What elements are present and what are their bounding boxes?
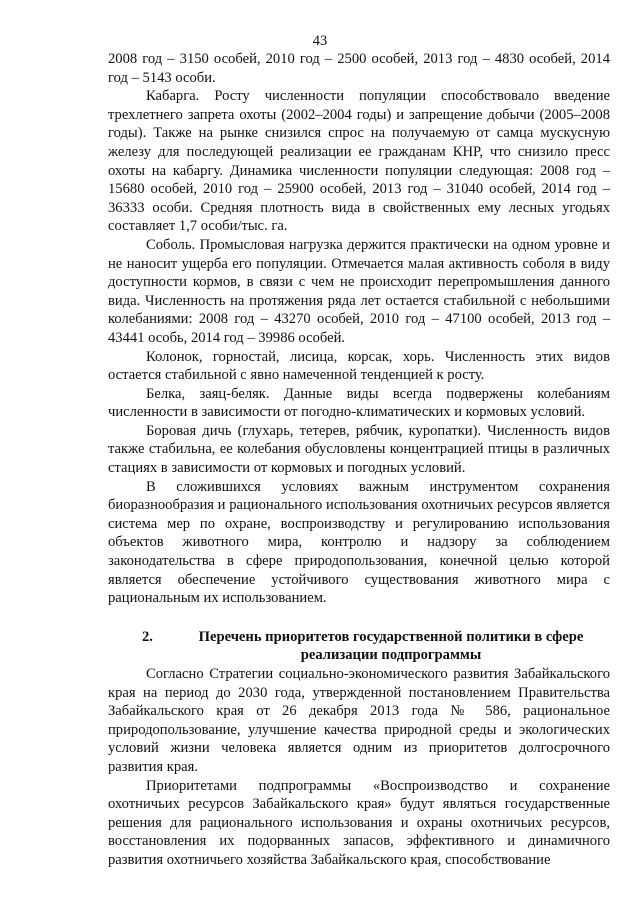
section-title: Перечень приоритетов государственной политики в сфере реализации подпрограммы <box>198 628 584 664</box>
paragraph-belka: Белка, заяц-беляк. Данные виды всегда подвержены колебаниям численности в зависимости от погодно-климатических и кормовых условий. <box>108 385 610 421</box>
paragraph-priorities: Приоритетами подпрограммы «Воспроизводство и сохранение охотничьих ресурсов Забайкальского края» будут являться государственные решения для рационального использования и охраны охотничьих ресурсов, восстановления их подорванных запасов, эффективного и динамичного развития охотничьего хозяйства Забайкальского края, способствование <box>108 777 610 868</box>
paragraph-continuation: 2008 год – 3150 особей, 2010 год – 2500 особей, 2013 год – 4830 особей, 2014 год – 5143 особи. <box>108 51 610 86</box>
section-heading <box>108 608 610 665</box>
section-number: 2. <box>142 628 153 645</box>
paragraph-strategy: Согласно Стратегии социально-экономического развития Забайкальского края на период до 2030 года, утвержденной постановлением Правительства Забайкальского края от 26 декабря 2013 года № 586, рациональное природопользование, улучшение качества природной среды и экологических условий жизни человека является одним из приоритетов долгосрочного развития края. <box>108 666 610 775</box>
paragraph-kabarga: Кабарга. Росту численности популяции способствовало введение трехлетнего запрета охоты (2002–2004 годы) и запрещение добычи (2005–2008 годы). Также на рынке снизился спрос на получаемую от самца мускусную железу для последующей реализации ее гражданам КНР, что снизило пресс охоты на кабаргу. Динамика численности популяции следующая: 2008 год – 15680 особей, 2010 год – 25900 особей, 2013 год – 31040 особей, 2014 год – 36333 особи. Средняя плотность вида в свойственных ему лесных угодьях составляет 1,7 особи/тыс. га. <box>108 88 610 235</box>
paragraph-kolonok: Колонок, горностай, лисица, корсак, хорь. Численность этих видов остается стабильной с явно намеченной тенденцией к росту. <box>108 348 610 384</box>
paragraph-sobol: Соболь. Промысловая нагрузка держится практически на одном уровне и не наносит ущерба его популяции. Отмечается малая активность соболя в виду доступности кормов, в связи с чем не происходит перепромышления данного вида. Численность на протяжения ряда лет остается стабильной с небольшими колебаниями: 2008 год – 43270 особей, 2010 год – 47100 особей, 2013 год – 43441 особь, 2014 год – 39986 особей. <box>108 236 610 346</box>
document-body <box>108 50 610 870</box>
paragraph-borovaya-dich: Боровая дичь (глухарь, тетерев, рябчик, куропатки). Численность видов также стабильна, ее колебания обусловлены концентрацией птицы в различных стациях в зависимости от кормовых и погодных условий. <box>108 422 610 477</box>
page-number: 43 <box>312 33 328 49</box>
paragraph-conclusion: В сложившихся условиях важным инструментом сохранения биоразнообразия и рационального использования охотничьих ресурсов является система мер по охране, воспроизводству и регулированию использования объектов животного мира, контролю и надзору за соблюдением законодательства в сфере природопользования, конечной целью которой является обеспечение устойчивого существования животного мира с рациональным их использованием. <box>108 478 610 607</box>
